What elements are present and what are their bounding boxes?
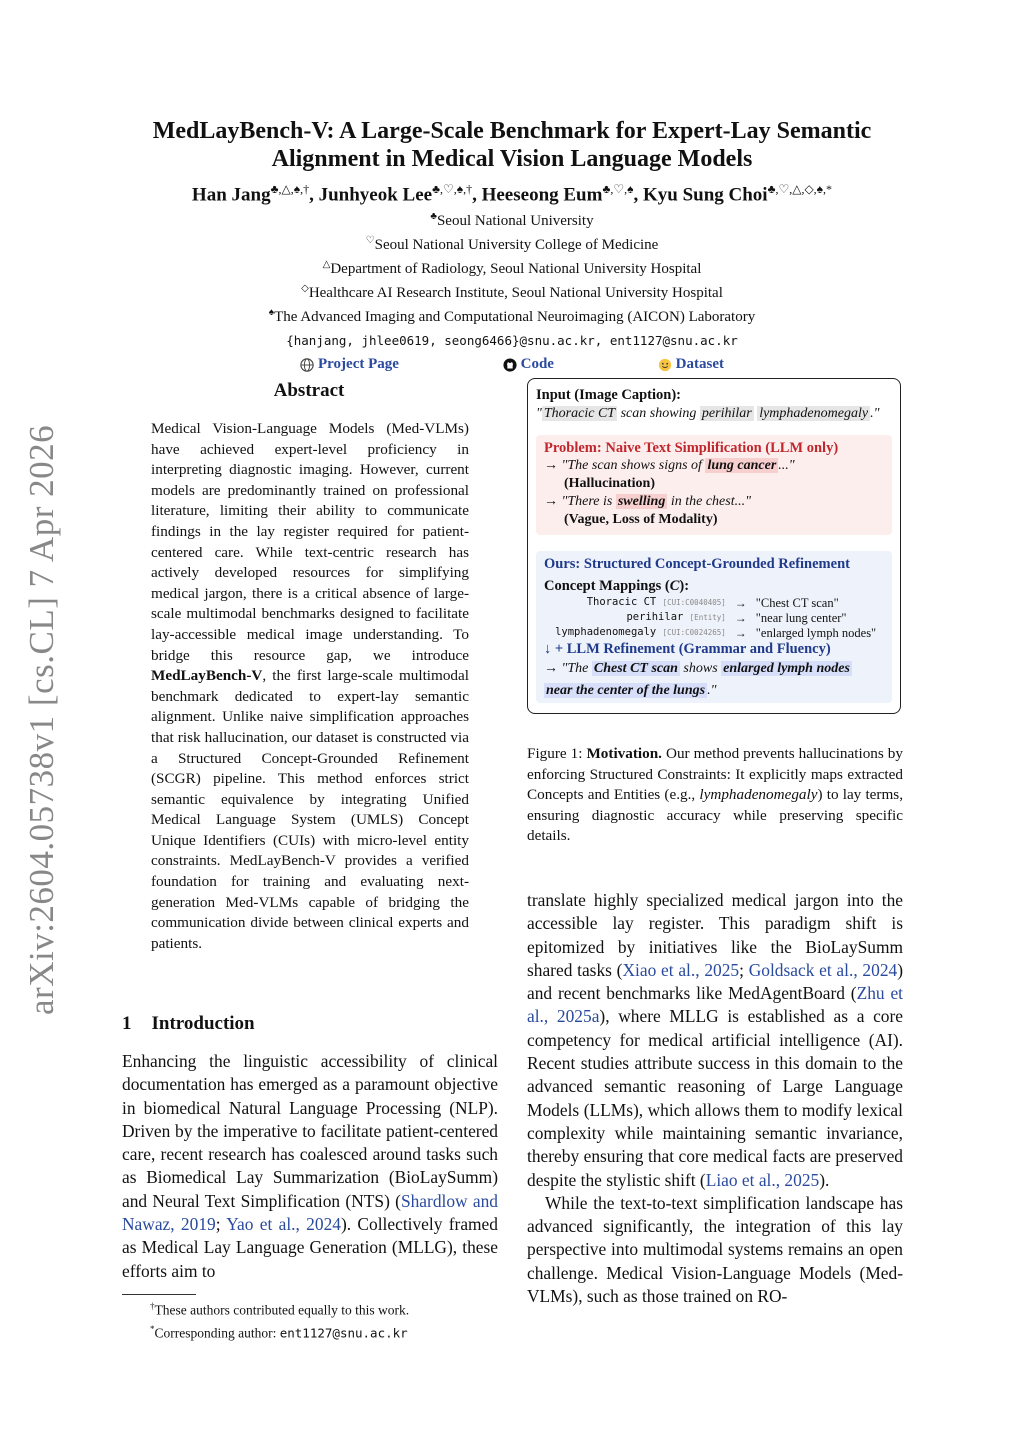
affiliation-text: Seoul National University College of Medicine [374, 237, 659, 253]
title-line-2: Alignment in Medical Vision Language Models [271, 146, 753, 172]
abstract-body [151, 419, 469, 954]
footnote-equal-contribution [150, 1297, 409, 1320]
intro-left-column [122, 1050, 498, 1283]
concept-mapping-table [544, 595, 884, 640]
figure-1-caption [527, 744, 903, 847]
ours-title: Ours: Structured Concept-Grounded Refinement [544, 556, 850, 572]
paper-title [100, 117, 924, 173]
author-name: Junhyeok Lee [318, 184, 433, 206]
citation-link[interactable]: Liao et al., 2025 [705, 1169, 820, 1190]
footnote-text: These authors contributed equally to this work. [154, 1302, 410, 1318]
body-text: ). [819, 1169, 830, 1190]
problem-example-1 [544, 457, 884, 475]
affiliation-text: The Advanced Imaging and Computational Neuroimaging (AICON) Laboratory [274, 309, 756, 325]
entity-tag: [Entity] [689, 613, 726, 622]
paragraph: While the text-to-text simplification landscape has advanced significantly, the integration of this lay perspective into multimodal systems remains an open challenge. Medical Vision-Language Models (Med-VLMs), such as those trained on RO- [527, 1192, 903, 1307]
input-label: Input (Image Caption): [536, 387, 682, 403]
problem-note: (Vague, Loss of Modality) [564, 512, 718, 527]
abstract-heading: Abstract [273, 380, 345, 401]
author-marks: ♣,♡,♠,† [432, 182, 473, 196]
affiliation-mark: ♣ [430, 211, 437, 222]
mapping-target: "Chest CT scan" [755, 595, 839, 610]
body-text: translate highly specialized medical jargon into the accessible lay register. This paradigm shift is epitomized by initiatives like the BioLaySumm shared tasks ( [527, 890, 903, 980]
author-marks: ♣,♡,♠ [602, 182, 634, 196]
arxiv-identifier: arXiv:2604.05738v1 [cs.CL] 7 Apr 2026 [22, 424, 61, 1015]
body-text: ), where MLLG is established as a core competency for medical artificial intelligence (AI). Recent studies attribute success in this domain to the advanced semantic reasoning of Large Language Models (LLMs), which allows them to modify lexical complexity while maintaining semantic invariance, thereby ensuring that core medical facts are preserved despite the stylistic shift ( [527, 1006, 904, 1190]
affiliation [100, 259, 924, 278]
project-page-link[interactable] [300, 356, 399, 373]
output-highlight: enlarged lymph nodes [723, 661, 850, 676]
affiliation-text: Healthcare AI Research Institute, Seoul National University Hospital [308, 285, 723, 301]
caption-bold: Motivation. [586, 745, 662, 762]
dataset-label: Dataset [675, 356, 724, 372]
concept-label-text: Concept Mappings ( [544, 578, 670, 594]
caption-italic: lymphadenomegaly [699, 786, 818, 804]
author-separator: , [472, 184, 482, 206]
body-text: ; [215, 1214, 227, 1235]
project-page-label: Project Page [318, 356, 399, 372]
caption-label: Figure 1: [527, 745, 587, 762]
body-text: Enhancing the linguistic accessibility of clinical documentation has emerged as a paramount objective in biomedical Natural Language Processing (NLP). Driven by the imperative to facilitate patient-centered care, recent research has coalesced around tasks such as Biomedical Lay Summarization (BioLaySumm) and Neural Text Simplification (NTS) ( [122, 1051, 498, 1211]
ours-panel [536, 551, 892, 703]
problem-panel [536, 435, 892, 535]
hugging-face-icon [658, 358, 672, 372]
paragraph [527, 889, 903, 1192]
resource-links [300, 356, 724, 373]
refined-output [544, 658, 884, 702]
caption-text: Our method prevents hallucinations by enforcing Structured Constraints: It explicitly maps extracted Concepts and Entities (e.g., [527, 745, 903, 804]
llm-refinement-label: ↓ + LLM Refinement (Grammar and Fluency) [544, 641, 831, 657]
output-text: shows [679, 661, 722, 676]
citation-link[interactable]: Xiao et al., 2025 [622, 959, 740, 980]
body-text: ). Collectively framed as Medical Lay Language Generation (MLLG), these efforts aim to [122, 1214, 498, 1281]
output-highlight: near the center of the lungs [546, 683, 706, 698]
benchmark-name: MedLayBench-V [151, 667, 263, 685]
source-term: Thoracic CT [586, 596, 657, 608]
affiliation [100, 211, 924, 230]
mapping-arrow: → [734, 610, 747, 625]
hallucination-highlight: lung cancer [707, 458, 777, 473]
abstract-text: Medical Vision-Language Models (Med-VLMs) have achieved expert-level proficiency in interpreting diagnostic imaging. However, current models are predominantly trained on professional literature, limiting their ability to communicate findings in the lay register required for patient-centered care. While text-centric research has actively developed resources for simplifying medical jargon, there is a critical absence of large-scale multimodal benchmarks designed to facilitate lay-accessible medical image understanding. To bridge this resource gap, we introduce [151, 420, 469, 664]
mapping-target: "near lung center" [755, 610, 847, 625]
concept-mappings-label [544, 577, 884, 595]
mapping-source [544, 595, 726, 610]
concept-label-text: ): [679, 578, 690, 594]
output-highlight: Chest CT scan [593, 661, 678, 676]
caption-text: scan showing [617, 406, 700, 421]
citation-link[interactable]: Zhu et al., 2025a [527, 983, 904, 1027]
caption-text: ) to lay terms, ensuring diagnostic accuracy while preserving specific details. [527, 786, 904, 845]
input-caption [536, 406, 892, 422]
source-term: lymphadenomegaly [555, 626, 657, 638]
cui-tag: [CUI:C0040405] [662, 598, 726, 607]
mapping-row [544, 625, 884, 640]
author-emails: {hanjang, jhlee0619, seong6466}@snu.ac.kr, ent1127@snu.ac.kr [286, 333, 738, 348]
footnote-corresponding [150, 1320, 409, 1343]
affiliation-mark: △ [322, 259, 331, 270]
vague-highlight: swelling [617, 494, 666, 509]
code-link[interactable] [503, 356, 554, 373]
intro-right-column [527, 889, 903, 1308]
mapping-source [544, 625, 726, 640]
footnote-mark: * [150, 1323, 155, 1334]
mapping-source [544, 610, 726, 625]
author-separator: , [309, 184, 319, 206]
example-text: → "The scan shows signs of [544, 458, 706, 473]
caption-highlight: perihilar [701, 406, 752, 421]
mapping-arrow: → [734, 625, 747, 640]
affiliation-mark: ♠ [268, 307, 275, 318]
caption-text: ." [870, 406, 880, 421]
body-text: ; [739, 959, 749, 980]
citation-link[interactable]: Shardlow and Nawaz, 2019 [122, 1190, 498, 1235]
dataset-link[interactable] [658, 356, 724, 373]
citation-link[interactable]: Yao et al., 2024 [226, 1214, 341, 1235]
section-title: Introduction [151, 1013, 255, 1034]
mapping-row [544, 610, 884, 625]
affiliation-mark: ♡ [365, 235, 375, 246]
github-icon [503, 358, 517, 372]
author-marks: ♣,♡,△,◇,♠,* [767, 182, 833, 196]
affiliation [100, 307, 924, 326]
author-separator: , [633, 184, 643, 206]
affiliation [100, 235, 924, 254]
abstract-text: , the first large-scale multimodal benchmark dedicated to expert-lay semantic alignment. Unlike naive simplification approaches that risk hallucination, our dataset is constructed via a Structured Concept-Grounded Refinement (SCGR) pipeline. This method enforces strict semantic equivalence by integrating Unified Medical Language System (UMLS) Concept Unique Identifiers (CUIs) with micro-level entity constraints. MedLayBench-V provides a verified foundation for training and evaluating next-generation Med-VLMs capable of bridging the communication divide between clinical experts and patients. [151, 667, 469, 952]
body-text: ) and recent benchmarks like MedAgentBoard ( [527, 959, 904, 1004]
affiliation-text: Department of Radiology, Seoul National University Hospital [330, 261, 702, 277]
citation-link[interactable]: Goldsack et al., 2024 [748, 959, 898, 980]
footnote-email: ent1127@snu.ac.kr [279, 1325, 408, 1340]
title-line-1: MedLayBench-V: A Large-Scale Benchmark for Expert-Lay Semantic [152, 118, 872, 144]
example-text: ..." [778, 458, 795, 473]
cui-tag: [CUI:C0024265] [662, 628, 726, 637]
section-heading [122, 1013, 275, 1035]
author-name: Han Jang [191, 184, 271, 206]
footnote-text: Corresponding author: [154, 1325, 280, 1340]
code-label: Code [520, 356, 554, 372]
caption-text: " [536, 406, 542, 421]
mapping-row [544, 595, 884, 610]
author-name: Kyu Sung Choi [642, 184, 768, 206]
affiliation-mark: ◇ [301, 283, 309, 294]
problem-example-2 [544, 493, 884, 511]
affiliation-text: Seoul National University [436, 213, 594, 229]
mapping-target: "enlarged lymph nodes" [755, 625, 877, 640]
footnote-rule [122, 1294, 196, 1295]
example-text: → "There is [544, 494, 616, 509]
mapping-arrow: → [734, 595, 747, 610]
author-name: Heeseong Eum [481, 184, 603, 206]
output-text: ." [707, 683, 717, 698]
output-text: → "The [544, 661, 592, 676]
globe-icon [300, 358, 314, 372]
source-term: perihilar [626, 611, 684, 623]
problem-note: (Hallucination) [564, 476, 656, 491]
caption-highlight: Thoracic CT [543, 406, 616, 421]
figure-input-section [536, 387, 892, 422]
footnotes [150, 1297, 409, 1342]
caption-highlight: lymphadenomegaly [759, 406, 869, 421]
problem-title: Problem: Naive Text Simplification (LLM only) [544, 440, 839, 456]
author-marks: ♣,△,♠,† [270, 182, 310, 196]
footnote-mark: † [150, 1301, 155, 1311]
paragraph [122, 1050, 498, 1283]
author-list [100, 182, 924, 206]
section-number: 1 [122, 1013, 132, 1034]
figure-1-box [527, 378, 901, 714]
affiliation [100, 283, 924, 302]
concept-symbol: C [669, 578, 680, 594]
example-text: in the chest..." [667, 494, 751, 509]
